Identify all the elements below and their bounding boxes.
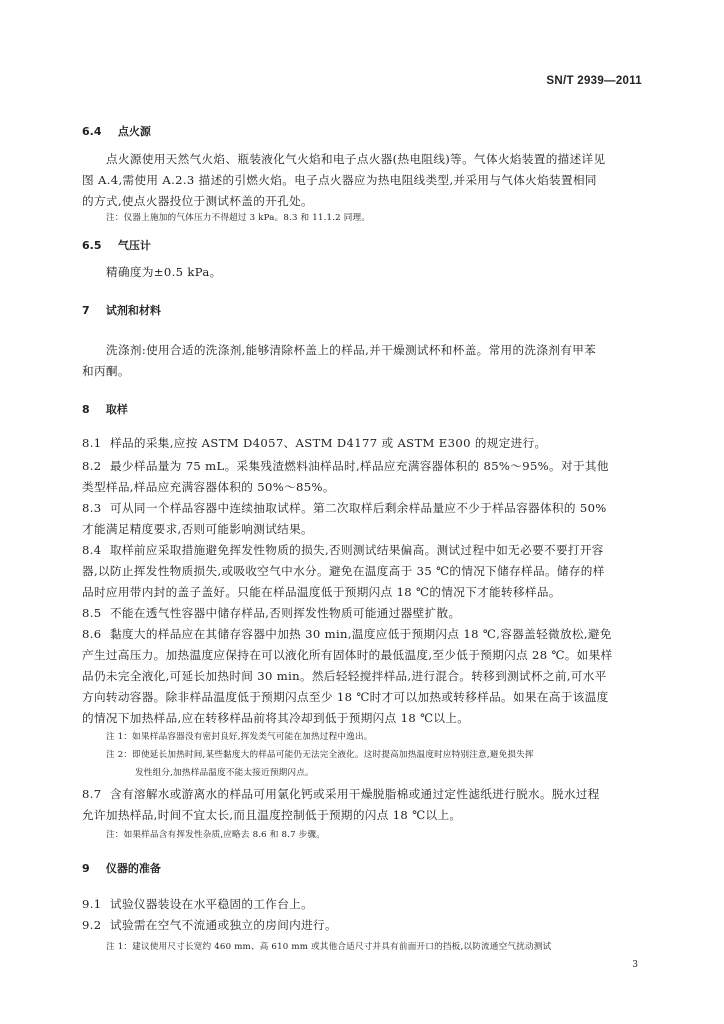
clause-line: 产生过高压力。加热温度应保持在可以液化所有固体时的最低温度,至少低于预期闪点 28 ℃。如果样: [82, 648, 613, 662]
section-number: 9: [82, 862, 90, 875]
section-6-4-heading: [82, 123, 151, 139]
clause-text: 含有溶解水或游离水的样品可用氯化钙或采用干燥脱脂棉或通过定性滤纸进行脱水。脱水过程: [110, 787, 600, 801]
note: 注 2：即使延长加热时间,某些黏度大的样品可能仍无法完全液化。这时提高加热温度时应特别注意,避免损失挥: [106, 750, 534, 760]
clause-line: 器,以防止挥发性物质损失,或吸收空气中水分。避免在温度高于 35 ℃的情况下储存样品。储存的样: [82, 564, 605, 578]
clause-line: [82, 917, 337, 933]
clause-line: 允许加热样品,时间不宜太长,而且温度控制低于预期的闪点 18 ℃以上。: [82, 808, 462, 822]
page-number: 3: [632, 960, 638, 970]
section-9-heading: [82, 860, 161, 876]
clause-line: [82, 786, 600, 802]
note: 注 1：建议使用尺寸长宽约 460 mm、高 610 mm 或其他合适尺寸并具有前面开口的挡板,以防流通空气扰动测试: [106, 942, 552, 952]
clause-text: 不能在透气性容器中储存样品,否则挥发性物质可能通过器壁扩散。: [110, 606, 461, 620]
section-title: 取样: [105, 403, 128, 416]
clause-text: 试验仪器装设在水平稳固的工作台上。: [110, 897, 314, 911]
section-title: 仪器的准备: [105, 862, 161, 875]
clause-number: 8.2: [82, 459, 102, 473]
clause-line: [82, 605, 460, 621]
clause-line: [82, 435, 547, 451]
note: 注 1：如果样品容器没有密封良好,挥发类气可能在加热过程中逸出。: [106, 732, 373, 742]
standard-number: SN/T 2939—2011: [546, 75, 642, 87]
section-8-heading: [82, 401, 128, 417]
clause-text: 黏度大的样品应在其储存容器中加热 30 min,温度应低于预期闪点 18 ℃,容器盖轻微放松,避免: [110, 627, 612, 641]
clause-number: 9.2: [82, 918, 102, 932]
paragraph-line: 图 A.4,需使用 A.2.3 描述的引燃火焰。电子点火器应为热电阻线类型,并采用与气体火焰装置相同: [82, 173, 597, 187]
section-number: 6.4: [82, 125, 102, 138]
clause-line: 品时应用带内封的盖子盖好。只能在样品温度低于预期闪点 18 ℃的情况下才能转移样品。: [82, 585, 561, 599]
clause-line: [82, 896, 313, 912]
clause-line: 品仍未完全液化,可延长加热时间 30 min。然后轻轻搅拌样品,进行混合。转移到测试杯之前,可水平: [82, 669, 607, 683]
clause-text: 样品的采集,应按 ASTM D4057、ASTM D4177 或 ASTM E300 的规定进行。: [110, 436, 547, 450]
paragraph-line: 精确度为±0.5 kPa。: [106, 265, 222, 279]
paragraph-line: 洗涤剂:使用合适的洗涤剂,能够清除杯盖上的样品,并干燥测试杯和杯盖。常用的洗涤剂有甲苯: [106, 343, 597, 357]
note: 注：仪器上施加的气体压力不得超过 3 kPa。8.3 和 11.1.2 同理。: [106, 213, 371, 223]
section-title: 气压计: [117, 239, 151, 252]
clause-text: 可从同一个样品容器中连续抽取试样。第二次取样后剩余样品量应不少于样品容器体积的 50%: [110, 501, 607, 515]
section-6-5-heading: [82, 237, 151, 253]
paragraph-line: 和丙酮。: [82, 364, 130, 378]
paragraph-line: 的方式,使点火器投位于测试杯盖的开孔处。: [82, 194, 313, 208]
section-title: 点火源: [117, 125, 151, 138]
section-number: 7: [82, 304, 90, 317]
note: 发性组分,加热样品温度不能太接近预期闪点。: [135, 768, 314, 778]
clause-text: 试验需在空气不流通或独立的房间内进行。: [110, 918, 337, 932]
clause-line: 才能满足精度要求,否则可能影响测试结果。: [82, 522, 313, 536]
clause-text: 最少样品量为 75 mL。采集残渣燃料油样品时,样品应充满容器体积的 85%～95%。对于其他: [110, 459, 609, 473]
clause-line: [82, 626, 612, 642]
clause-line: 的情况下加热样品,应在转移样品前将其冷却到低于预期闪点 18 ℃以上。: [82, 711, 470, 725]
note: 注：如果样品含有挥发性杂质,应略去 8.6 和 8.7 步骤。: [106, 830, 326, 840]
section-7-heading: [82, 302, 161, 318]
clause-line: [82, 500, 607, 516]
clause-number: 8.1: [82, 436, 102, 450]
clause-number: 8.6: [82, 627, 102, 641]
paragraph-line: 点火源使用天然气火焰、瓶装液化气火焰和电子点火器(热电阻线)等。气体火焰装置的描述详见: [106, 152, 606, 166]
section-title: 试剂和材料: [105, 304, 161, 317]
clause-number: 8.7: [82, 787, 102, 801]
clause-line: 类型样品,样品应充满容器体积的 50%～85%。: [82, 480, 335, 494]
clause-line: 方向转动容器。除非样品温度低于预期闪点至少 18 ℃时才可以加热或转移样品。如果在高于该温度: [82, 690, 609, 704]
clause-number: 8.4: [82, 543, 102, 557]
section-number: 8: [82, 403, 90, 416]
clause-line: [82, 542, 604, 558]
clause-text: 取样前应采取措施避免挥发性物质的损失,否则测试结果偏高。测试过程中如无必要不要打开容: [110, 543, 604, 557]
clause-number: 8.3: [82, 501, 102, 515]
clause-number: 8.5: [82, 606, 102, 620]
section-number: 6.5: [82, 239, 102, 252]
clause-number: 9.1: [82, 897, 102, 911]
clause-line: [82, 458, 609, 474]
